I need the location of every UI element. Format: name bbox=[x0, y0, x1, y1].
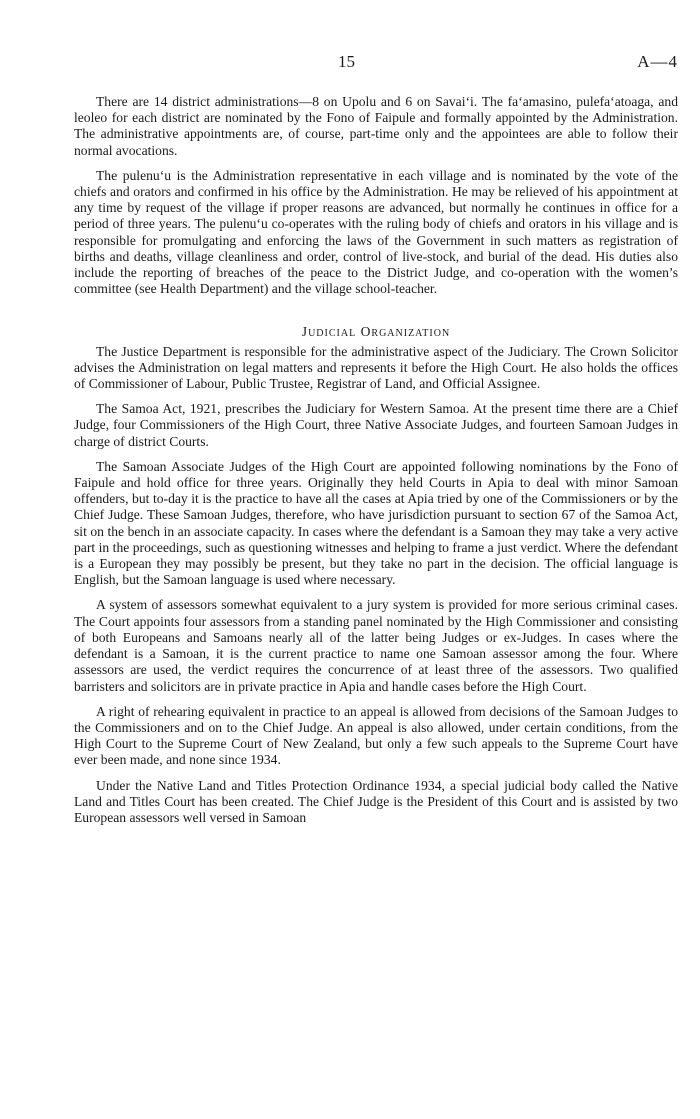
paragraph-samoa-act: The Samoa Act, 1921, prescribes the Judiciary for Western Samoa. At the present time there are a Chief Judge, four Commissioners of the High Court, three Native Associate Judges, and fourteen Samoan Judges in charge of district Courts. bbox=[74, 401, 678, 449]
paragraph-rehearing: A right of rehearing equivalent in practice to an appeal is allowed from decisions of the Samoan Judges to the Commissioners and on to the Chief Judge. An appeal is also allowed, under certain conditions, from the High Court to the Supreme Court of New Zealand, but only a few such appeals to the Supreme Court have ever been made, and none since 1934. bbox=[74, 703, 678, 768]
paragraph-pulenuu: The pulenu‘u is the Administration representative in each village and is nominated by the vote of the chiefs and orators and confirmed in his office by the Administration. He may be relieved of his appointment at any time by request of the village if proper reasons are advanced, but normally he continues in office for a period of three years. The pulenu‘u co-operates with the ruling body of chiefs and orators in his village and is responsible for promulgating and enforcing the laws of the Government in such matters as registration of births and deaths, village cleanliness and order, control of live-stock, and burial of the dead. His duties also include the reporting of breaches of the peace to the District Judge, and co-operation with the women’s committee (see Health Department) and the village school-teacher. bbox=[74, 167, 678, 297]
section-heading: Judicial Organization bbox=[301, 324, 451, 340]
page-header bbox=[74, 52, 678, 76]
page-number: 15 bbox=[338, 52, 355, 71]
document-reference: A—4 bbox=[637, 52, 678, 71]
paragraph-associate-judges: The Samoan Associate Judges of the High Court are appointed following nominations by the Fono of Faipule and hold office for three years. Originally they held Courts in Apia to deal with minor Samoan offenders, but to-day it is the practice to have all the cases at Apia tried by one of the Commissioners or by the Chief Judge. These Samoan Judges, therefore, who have jurisdiction pursuant to section 67 of the Samoa Act, sit on the bench in an associate capacity. In cases where the defendant is a Samoan they may take a very active part in the proceedings, such as questioning witnesses and helping to frame a just verdict. Where the defendant is a European they may possibly be present, but they take no part in the decision. The official language is English, but the Samoan language is used where necessary. bbox=[74, 458, 678, 588]
paragraph-district-administrations: There are 14 district administrations—8 on Upolu and 6 on Savai‘i. The fa‘amasino, pulefa‘atoaga, and leoleo for each district are nominated by the Fono of Faipule and formally appointed by the Administration. The administrative appointments are, of course, part-time only and the appointees are able to follow their normal avocations. bbox=[74, 94, 678, 158]
paragraph-assessors: A system of assessors somewhat equivalent to a jury system is provided for more serious criminal cases. The Court appoints four assessors from a standing panel nominated by the High Commissioner and consisting of both Europeans and Samoans nearly all of the latter being Judges or ex-Judges. In cases where the defendant is a Samoan, it is the current practice to name one Samoan assessor among the four. Where assessors are used, the verdict requires the concurrence of at least three of the assessors. Two qualified barristers and solicitors are in private practice in Apia and handle cases before the High Court. bbox=[74, 597, 678, 694]
paragraph-land-titles-court: Under the Native Land and Titles Protection Ordinance 1934, a special judicial body called the Native Land and Titles Court has been created. The Chief Judge is the President of this Court and is assisted by two European assessors well versed in Samoan bbox=[74, 777, 678, 825]
document-page bbox=[74, 52, 678, 826]
paragraph-justice-department: The Justice Department is responsible for the administrative aspect of the Judiciary. The Crown Solicitor advises the Administration on legal matters and represents it before the High Court. He also holds the offices of Commissioner of Labour, Public Trustee, Registrar of Land, and Official Assignee. bbox=[74, 343, 678, 392]
